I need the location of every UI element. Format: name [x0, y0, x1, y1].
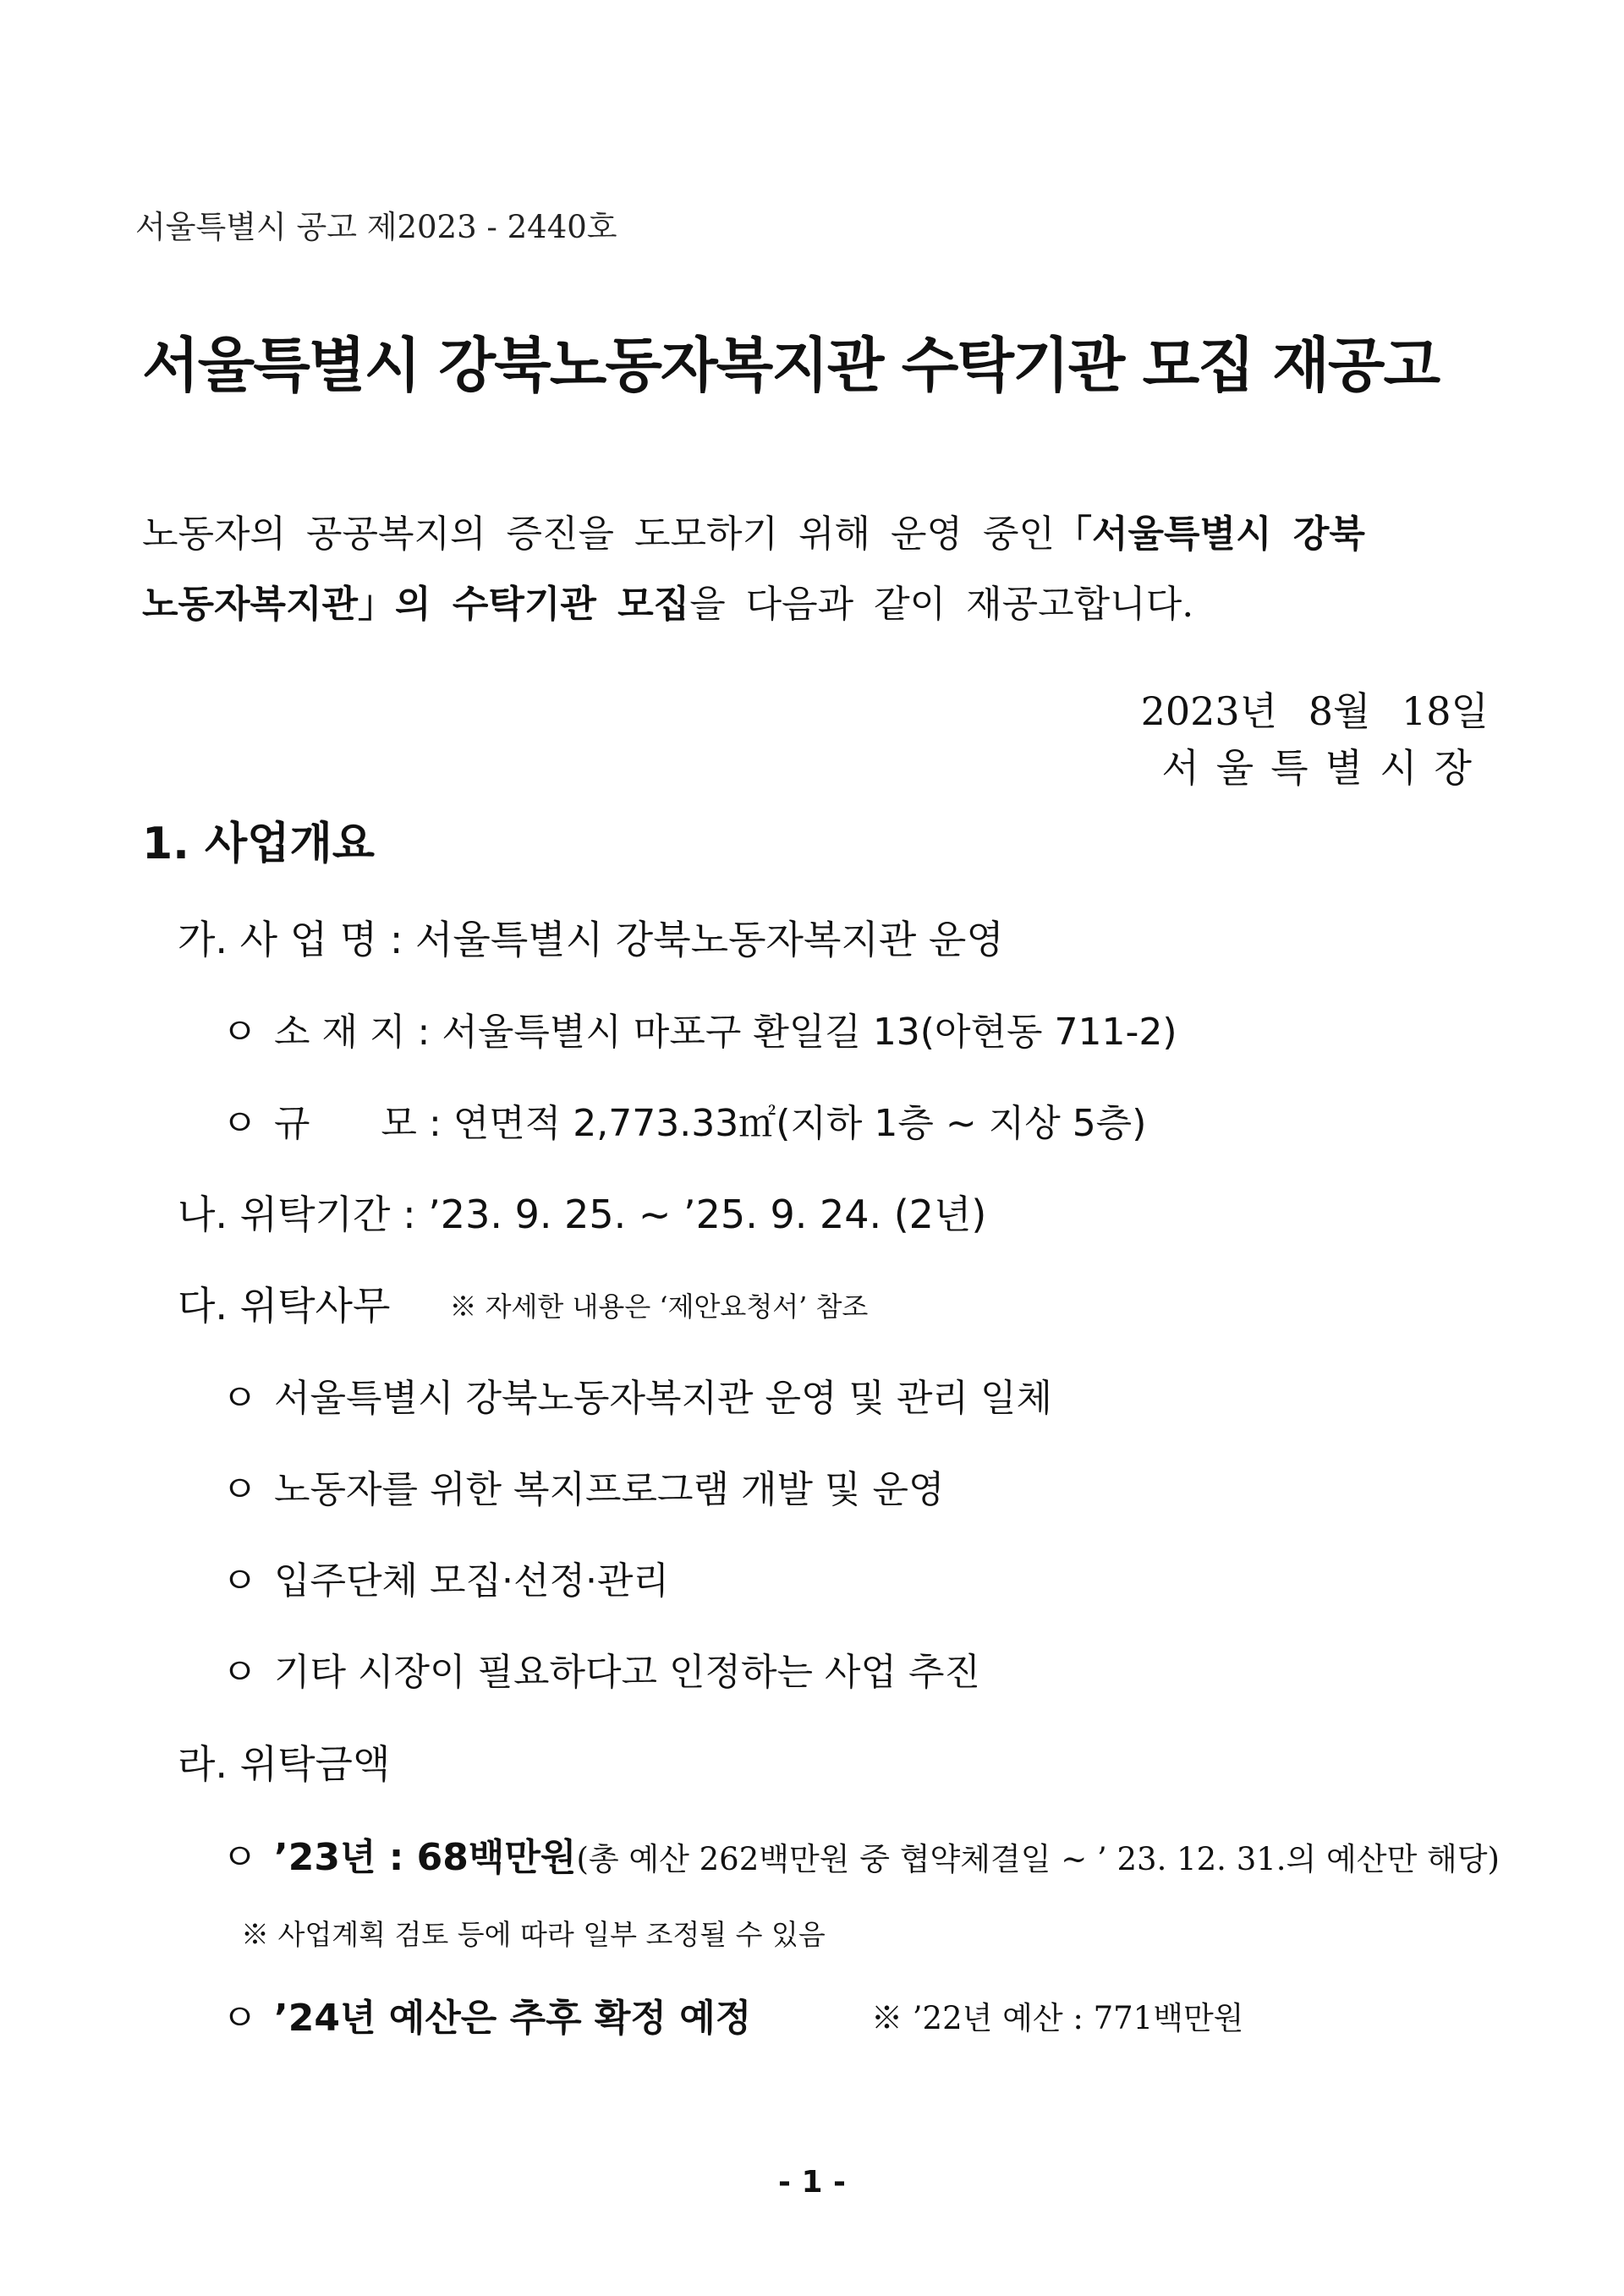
- intro-line-2: [142, 573, 1193, 627]
- field-label: 라. 위탁금액: [178, 1741, 391, 1787]
- intro-bold: 「서울특별시 강북: [1055, 512, 1365, 556]
- bullet: ㅇ: [222, 1651, 258, 1694]
- field-label: 가. 사 업 명: [178, 917, 378, 962]
- bullet: ㅇ: [222, 1836, 258, 1879]
- bullet: ㅇ: [222, 1011, 258, 1054]
- bullet: ㅇ: [222, 1559, 258, 1603]
- colon: :: [403, 1192, 416, 1237]
- section-heading: 1. 사업개요: [142, 819, 375, 869]
- intro-bold: 노동자복지관」의 수탁기관 모집: [142, 583, 690, 626]
- issuer: 서울특별시장: [1161, 745, 1489, 791]
- colon: :: [417, 1011, 431, 1054]
- list-item: [222, 1367, 1052, 1422]
- duties-row: [178, 1275, 868, 1331]
- amount-row: [178, 1734, 390, 1789]
- notice-date: 2023년 8월 18일: [1140, 688, 1489, 734]
- field-value: 서울특별시 강북노동자복지관 운영: [414, 917, 1004, 962]
- colon: :: [389, 917, 403, 962]
- field-value: 연면적 2,773.33㎡(지하 1층 ~ 지상 5층): [453, 1102, 1147, 1145]
- field-label: 규 모: [274, 1102, 417, 1145]
- amount-2023: ’23년 : 68백만원: [274, 1836, 577, 1879]
- intro-line-1: [142, 503, 1365, 557]
- duty-item: 기타 시장이 필요하다고 인정하는 사업 추진: [274, 1651, 981, 1694]
- intro-text: 을 다음과 같이 재공고합니다.: [689, 583, 1194, 626]
- period-row: [178, 1184, 986, 1240]
- amount-2024: ’24년 예산은 추후 확정 예정: [274, 1997, 752, 2040]
- scale-row: [222, 1093, 1146, 1147]
- bullet: ㅇ: [222, 1102, 258, 1145]
- bullet: ㅇ: [222, 1997, 258, 2040]
- duty-item: 서울특별시 강북노동자복지관 운영 및 관리 일체: [274, 1377, 1053, 1420]
- field-label: 나. 위탁기간: [178, 1192, 391, 1237]
- bullet: ㅇ: [222, 1377, 258, 1420]
- duties-note: ※ 자세한 내용은 ‘제안요청서’ 참조: [449, 1290, 869, 1323]
- colon: :: [428, 1102, 442, 1145]
- duty-item: 입주단체 모집·선정·관리: [274, 1559, 669, 1603]
- bullet: ㅇ: [222, 1468, 258, 1511]
- list-item: [222, 1550, 669, 1604]
- list-item: [222, 1459, 945, 1513]
- document-title: 서울특별시 강북노동자복지관 수탁기관 모집 재공고: [142, 331, 1440, 400]
- duty-item: 노동자를 위한 복지프로그램 개발 및 운영: [274, 1468, 945, 1511]
- field-label: 소 재 지: [274, 1011, 406, 1054]
- location-row: [222, 1001, 1177, 1055]
- amount-2022-note: ※ ’22년 예산 : 771백만원: [871, 2000, 1244, 2036]
- field-label: 다. 위탁사무: [178, 1283, 391, 1329]
- amount-item-1: [222, 1827, 1500, 1881]
- project-name-row: [178, 909, 1004, 965]
- notice-number: 서울특별시 공고 제2023 - 2440호: [135, 209, 617, 245]
- amount-item-2: [222, 1987, 751, 2041]
- field-value: 서울특별시 마포구 환일길 13(아현동 711-2): [442, 1011, 1177, 1054]
- list-item: [222, 1641, 980, 1696]
- page-number: - 1 -: [778, 2165, 846, 2200]
- amount-2023-detail: (총 예산 262백만원 중 협약체결일 ~ ’ 23. 12. 31.의 예산만 해당): [576, 1841, 1500, 1877]
- amount-note: ※ 사업계획 검토 등에 따라 일부 조정될 수 있음: [241, 1918, 826, 1951]
- intro-text: 노동자의 공공복지의 증진을 도모하기 위해 운영 중인: [142, 512, 1056, 556]
- field-value: ’23. 9. 25. ~ ’25. 9. 24. (2년): [428, 1192, 987, 1237]
